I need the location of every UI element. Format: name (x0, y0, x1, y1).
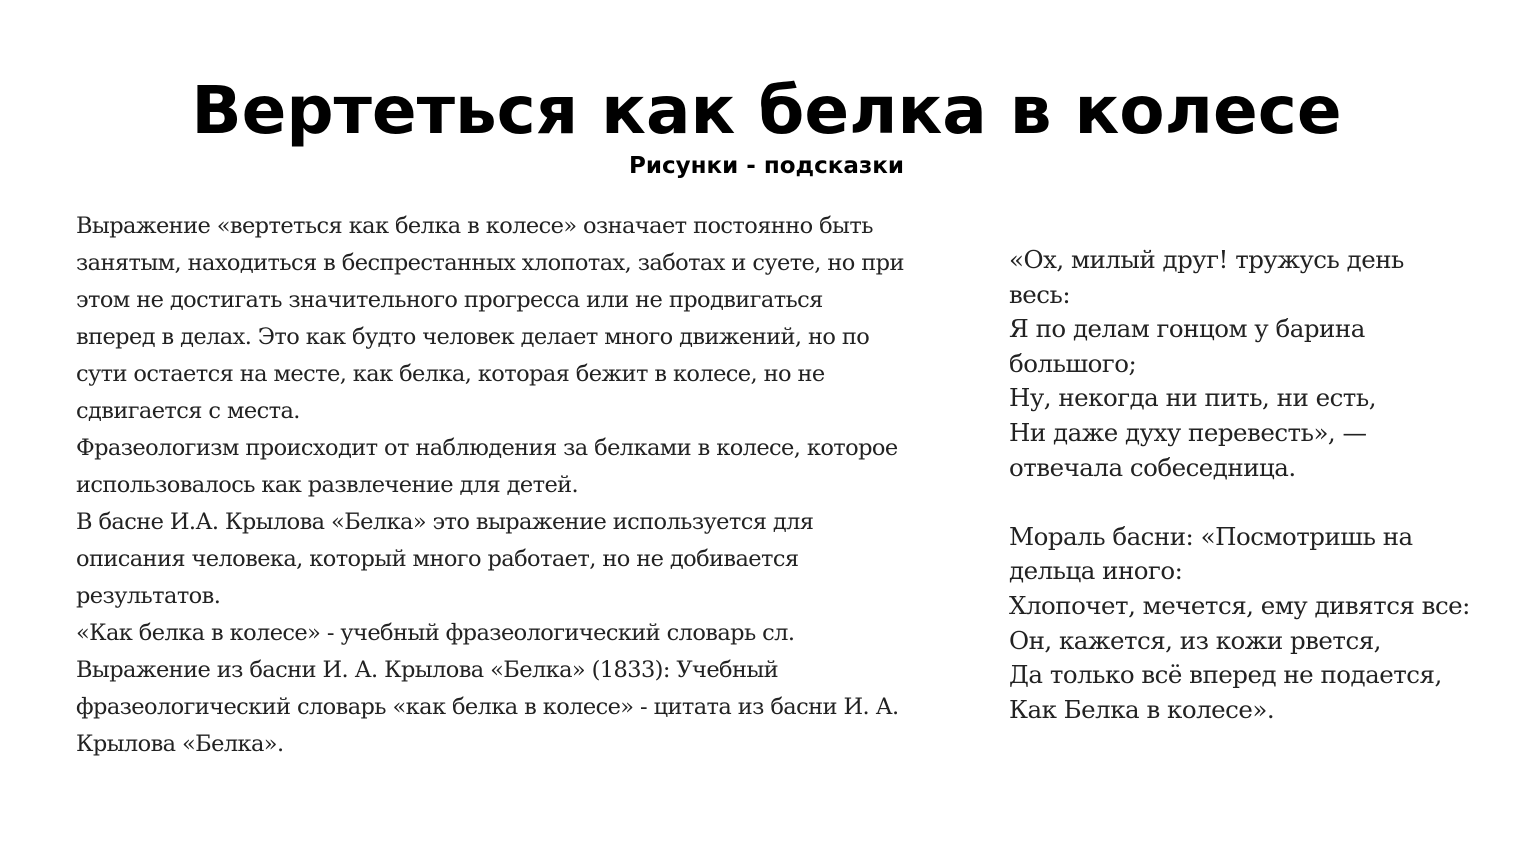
text-line: Выражение из басни И. А. Крылова «Белка» (1833): Учебный (76, 657, 779, 683)
moral-line: Да только всё вперед не подается, (1009, 660, 1442, 690)
moral-line: Он, кажется, из кожи рвется, (1009, 625, 1381, 655)
text-line: сдвигается с места. (76, 398, 300, 424)
quote-line: большого; (1009, 348, 1137, 378)
moral-line: дельца иного: (1009, 556, 1183, 586)
text-line: этом не достигать значительного прогресса или не продвигаться (76, 287, 823, 313)
moral-line: Хлопочет, мечется, ему дивятся все: (1009, 590, 1470, 620)
explanation-text (76, 208, 956, 763)
text-line: использовалось как развлечение для детей. (76, 472, 579, 498)
text-line: «Как белка в колесе» - учебный фразеологический словарь сл. (76, 620, 795, 646)
text-line: вперед в делах. Это как будто человек делает много движений, но по (76, 324, 870, 350)
text-line: результатов. (76, 583, 221, 609)
quote-line: весь: (1009, 279, 1071, 309)
text-line: занятым, находиться в беспрестанных хлопотах, заботах и суете, но при (76, 250, 904, 276)
moral-line: Как Белка в колесе». (1009, 694, 1275, 724)
text-line: сути остается на месте, как белка, которая бежит в колесе, но не (76, 361, 825, 387)
quote-line: отвечала собеседница. (1009, 452, 1296, 482)
quote-line: Я по делам гонцом у барина (1009, 314, 1365, 344)
quote-line: Ну, некогда ни пить, ни есть, (1009, 383, 1376, 413)
fable-quote (1009, 243, 1509, 727)
slide-subtitle: Рисунки - подсказки (629, 153, 904, 179)
moral-line: Мораль басни: «Посмотришь на (1009, 521, 1413, 551)
text-line: описания человека, который много работает, но не добивается (76, 546, 799, 572)
text-line: Выражение «вертеться как белка в колесе» означает постоянно быть (76, 213, 873, 239)
text-line: В басне И.А. Крылова «Белка» это выражение используется для (76, 509, 814, 535)
stanza-gap (1009, 485, 1509, 520)
quote-line: «Ох, милый друг! тружусь день (1009, 245, 1404, 274)
text-line: Фразеологизм происходит от наблюдения за белками в колесе, которое (76, 435, 898, 461)
text-line: Крылова «Белка». (76, 731, 284, 757)
slide-title: Вертеться как белка в колесе (191, 72, 1342, 149)
quote-line: Ни даже духу перевесть», — (1009, 417, 1367, 447)
text-line: фразеологический словарь «как белка в колесе» - цитата из басни И. А. (76, 694, 899, 720)
